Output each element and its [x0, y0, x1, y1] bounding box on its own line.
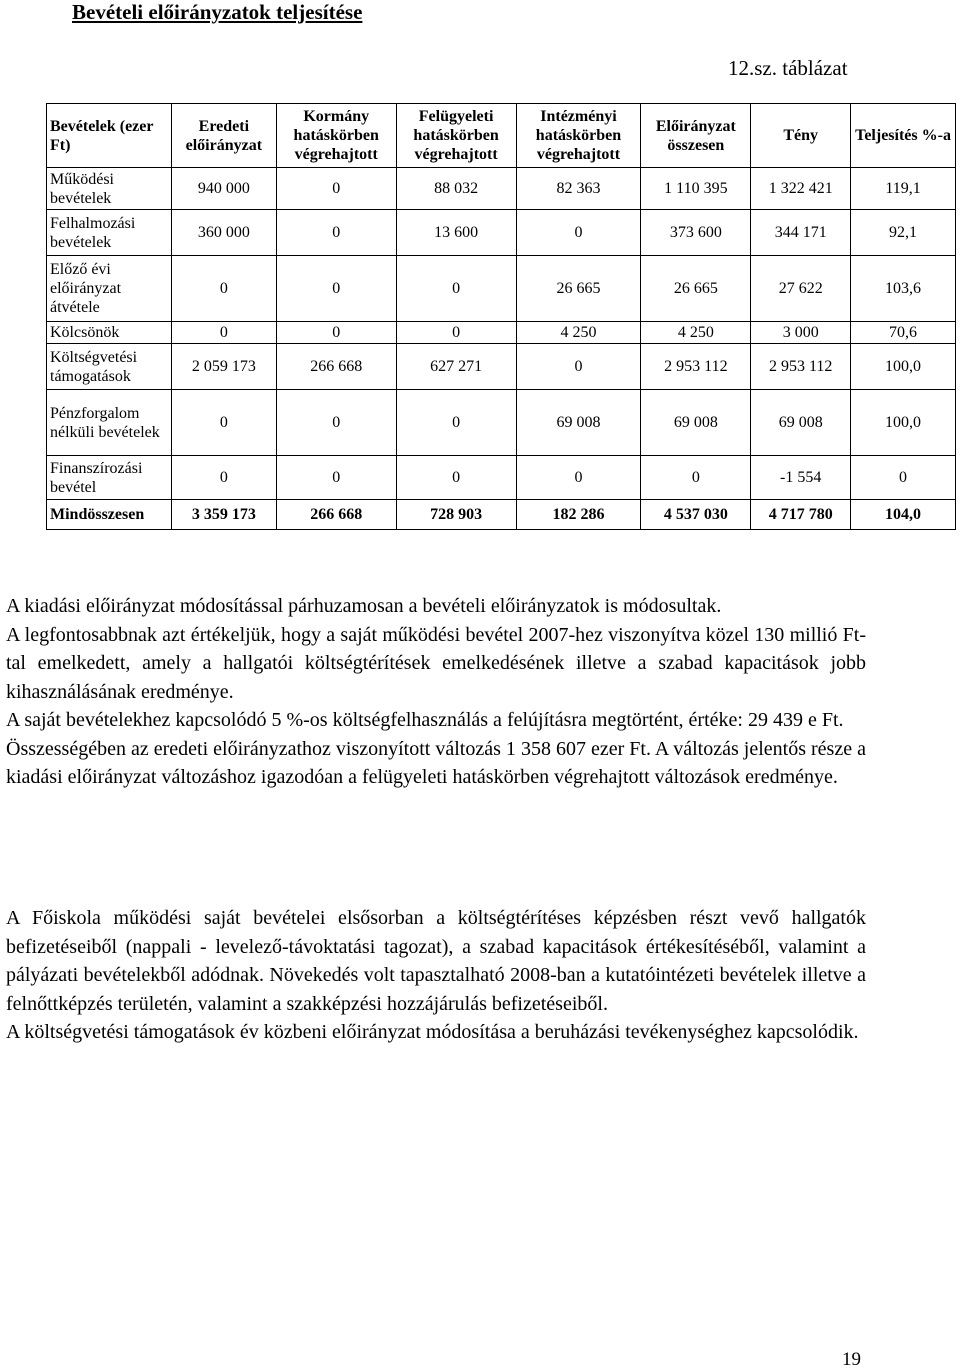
total-value: 266 668: [276, 500, 396, 530]
table-row: [47, 390, 956, 456]
total-value: 728 903: [396, 500, 516, 530]
cell-value: 69 008: [516, 390, 641, 456]
total-value: 4 537 030: [641, 500, 751, 530]
cell-value: 119,1: [851, 168, 956, 210]
cell-value: 0: [396, 322, 516, 344]
header-income-type: Bevételek (ezer Ft): [47, 104, 172, 168]
cell-value: 0: [171, 456, 276, 500]
paragraph: A legfontosabbnak azt értékeljük, hogy a saját működési bevétel 2007-hez viszonyítva közel 130 millió Ft-tal emelkedett, amely a hallgatói költségtérítések emelkedésének illetve a szabad kapacitások jobb kihasználásának eredménye.: [6, 623, 866, 703]
paragraph: A Főiskola működési saját bevételei elsősorban a költségtérítéses képzésben részt vevő hallgatók befizetéseiből (nappali - levelező-távoktatási tagozat), a szabad kapacitások értékesítéséből, valamint a pályázati bevételekből adódnak. Növekedés volt tapasztalható 2008-ban a kutatóintézeti bevételek illetve a felnőttképzés területén, valamint a szakképzési hozzájárulás befizetéseiből.: [6, 907, 866, 1015]
cell-value: 2 953 112: [751, 344, 851, 390]
cell-value: 4 250: [516, 322, 641, 344]
header-fulfilment-percent: Teljesítés %-a: [851, 104, 956, 168]
cell-value: 0: [516, 456, 641, 500]
row-label: Kölcsönök: [47, 322, 172, 344]
cell-value: 2 953 112: [641, 344, 751, 390]
row-label: Pénzforgalom nélküli bevételek: [47, 390, 172, 456]
table-row: [47, 456, 956, 500]
cell-value: 100,0: [851, 344, 956, 390]
cell-value: -1 554: [751, 456, 851, 500]
header-appropriation-total: Előirányzat összesen: [641, 104, 751, 168]
table-total-row: [47, 500, 956, 530]
income-appropriation-table: [46, 103, 956, 530]
cell-value: 0: [171, 390, 276, 456]
cell-value: 0: [516, 210, 641, 256]
row-label: Költségvetési támogatások: [47, 344, 172, 390]
cell-value: 0: [851, 456, 956, 500]
cell-value: 88 032: [396, 168, 516, 210]
cell-value: 92,1: [851, 210, 956, 256]
table-header-row: [47, 104, 956, 168]
cell-value: 0: [276, 168, 396, 210]
table-row: [47, 168, 956, 210]
total-value: 104,0: [851, 500, 956, 530]
table-row: [47, 256, 956, 322]
header-supervisory-authority: Felügyeleti hatáskörben végrehajtott: [396, 104, 516, 168]
cell-value: 69 008: [641, 390, 751, 456]
cell-value: 0: [171, 322, 276, 344]
row-label: Felhalmozási bevételek: [47, 210, 172, 256]
cell-value: 0: [396, 390, 516, 456]
cell-value: 103,6: [851, 256, 956, 322]
body-text-section-2: [6, 904, 866, 1047]
cell-value: 627 271: [396, 344, 516, 390]
row-label: Előző évi előirányzat átvétele: [47, 256, 172, 322]
cell-value: 0: [516, 344, 641, 390]
total-value: 4 717 780: [751, 500, 851, 530]
cell-value: 940 000: [171, 168, 276, 210]
paragraph: Összességében az eredeti előirányzathoz viszonyított változás 1 358 607 ezer Ft. A változás jelentős része a kiadási előirányzat változáshoz igazodóan a felügyeleti hatáskörben végrehajtott változások eredménye.: [6, 737, 866, 788]
cell-value: 0: [276, 210, 396, 256]
cell-value: 82 363: [516, 168, 641, 210]
total-label: Mindösszesen: [47, 500, 172, 530]
row-label: Működési bevételek: [47, 168, 172, 210]
cell-value: 0: [276, 322, 396, 344]
paragraph: A kiadási előirányzat módosítással párhuzamosan a bevételi előirányzatok is módosultak.: [6, 595, 722, 617]
cell-value: 2 059 173: [171, 344, 276, 390]
body-text-section-1: [6, 592, 866, 792]
header-actual: Tény: [751, 104, 851, 168]
cell-value: 100,0: [851, 390, 956, 456]
paragraph: A költségvetési támogatások év közbeni előirányzat módosítása a beruházási tevékenységhez kapcsolódik.: [6, 1021, 859, 1043]
table-row: [47, 344, 956, 390]
page-title: Bevételi előirányzatok teljesítése: [72, 0, 363, 24]
cell-value: 0: [641, 456, 751, 500]
table-row: [47, 322, 956, 344]
cell-value: 69 008: [751, 390, 851, 456]
cell-value: 27 622: [751, 256, 851, 322]
table-row: [47, 210, 956, 256]
cell-value: 26 665: [641, 256, 751, 322]
cell-value: 266 668: [276, 344, 396, 390]
header-government-authority: Kormány hatáskörben végrehajtott: [276, 104, 396, 168]
cell-value: 1 110 395: [641, 168, 751, 210]
cell-value: 344 171: [751, 210, 851, 256]
paragraph: A saját bevételekhez kapcsolódó 5 %-os költségfelhasználás a felújításra megtörtént, értéke: 29 439 e Ft.: [6, 709, 844, 731]
page-number: 19: [842, 1349, 861, 1370]
cell-value: 13 600: [396, 210, 516, 256]
cell-value: 0: [171, 256, 276, 322]
cell-value: 0: [276, 390, 396, 456]
total-value: 3 359 173: [171, 500, 276, 530]
cell-value: 0: [276, 256, 396, 322]
table-number-label: 12.sz. táblázat: [728, 56, 848, 80]
total-value: 182 286: [516, 500, 641, 530]
cell-value: 26 665: [516, 256, 641, 322]
cell-value: 373 600: [641, 210, 751, 256]
cell-value: 1 322 421: [751, 168, 851, 210]
cell-value: 0: [396, 256, 516, 322]
cell-value: 4 250: [641, 322, 751, 344]
cell-value: 0: [276, 456, 396, 500]
cell-value: 70,6: [851, 322, 956, 344]
header-institutional-authority: Intézményi hatáskörben végrehajtott: [516, 104, 641, 168]
header-original-appropriation: Eredeti előirányzat: [171, 104, 276, 168]
cell-value: 360 000: [171, 210, 276, 256]
cell-value: 3 000: [751, 322, 851, 344]
row-label: Finanszírozási bevétel: [47, 456, 172, 500]
cell-value: 0: [396, 456, 516, 500]
